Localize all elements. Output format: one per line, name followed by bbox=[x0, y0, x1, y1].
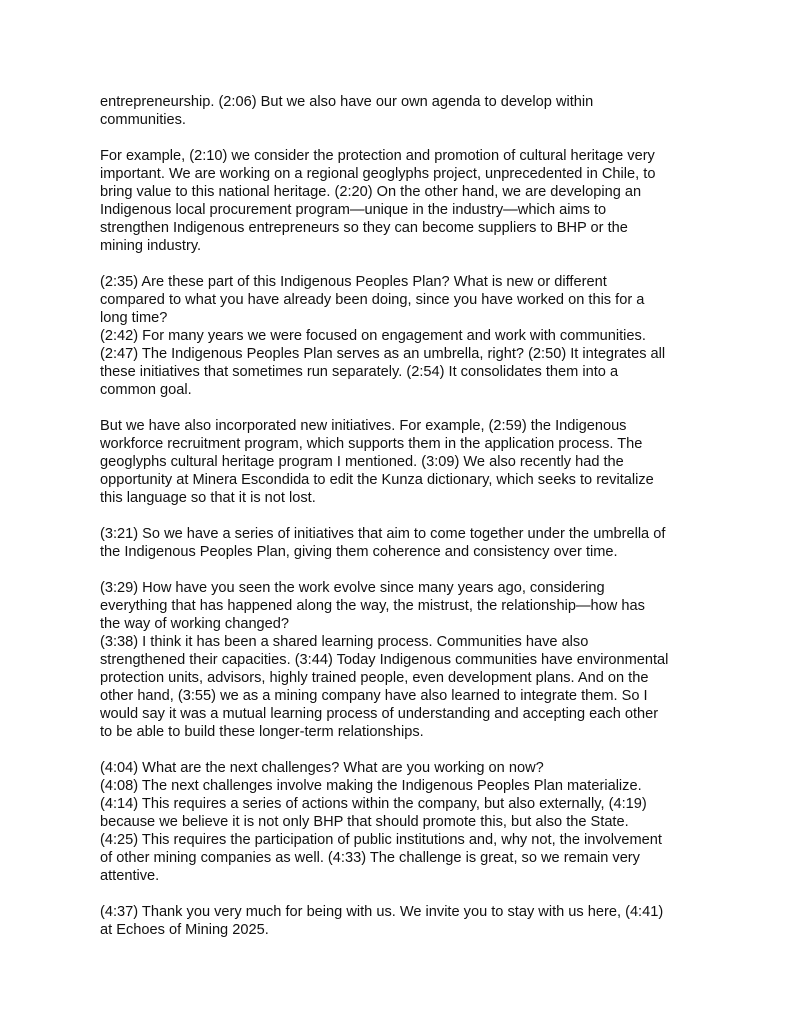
text-line: these initiatives that sometimes run separately. (2:54) It consolidates them into a bbox=[100, 364, 619, 380]
text-line: attentive. bbox=[100, 868, 160, 884]
text-line: protection units, advisors, highly trained people, even development plans. And on the bbox=[100, 670, 649, 686]
text-line: bring value to this national heritage. (2:20) On the other hand, we are developing an bbox=[100, 184, 642, 200]
text-line: the way of working changed? bbox=[100, 616, 290, 632]
paragraph-umbrella bbox=[100, 525, 710, 561]
paragraph-next-challenges bbox=[100, 759, 710, 885]
text-line: (3:29) How have you seen the work evolve since many years ago, considering bbox=[100, 580, 605, 596]
text-line: because we believe it is not only BHP that should promote this, but also the State. bbox=[100, 814, 629, 830]
text-line: communities. bbox=[100, 112, 186, 128]
text-line: entrepreneurship. (2:06) But we also have our own agenda to develop within bbox=[100, 94, 594, 110]
text-line: For example, (2:10) we consider the protection and promotion of cultural heritage very bbox=[100, 148, 655, 164]
text-line: (3:21) So we have a series of initiatives that aim to come together under the umbrella of bbox=[100, 526, 666, 542]
text-line: everything that has happened along the way, the mistrust, the relationship—how has bbox=[100, 598, 645, 614]
text-line: (4:04) What are the next challenges? What are you working on now? bbox=[100, 760, 544, 776]
text-line: Indigenous local procurement program—unique in the industry—which aims to bbox=[100, 202, 607, 218]
text-line: this language so that it is not lost. bbox=[100, 490, 316, 506]
text-line: (4:08) The next challenges involve making the Indigenous Peoples Plan materialize. bbox=[100, 778, 642, 794]
text-line: (4:25) This requires the participation of public institutions and, why not, the involvement bbox=[100, 832, 662, 848]
paragraph-new-initiatives bbox=[100, 417, 710, 507]
text-line: mining industry. bbox=[100, 238, 202, 254]
text-line: (2:35) Are these part of this Indigenous Peoples Plan? What is new or different bbox=[100, 274, 607, 290]
text-line: of other mining companies as well. (4:33) The challenge is great, so we remain very bbox=[100, 850, 640, 866]
text-line: workforce recruitment program, which supports them in the application process. The bbox=[100, 436, 643, 452]
paragraph-work-evolution bbox=[100, 579, 710, 741]
paragraph-closing bbox=[100, 903, 710, 939]
text-line: (2:47) The Indigenous Peoples Plan serves as an umbrella, right? (2:50) It integrates all bbox=[100, 346, 666, 362]
text-line: geoglyphs cultural heritage program I mentioned. (3:09) We also recently had the bbox=[100, 454, 624, 470]
text-line: would say it was a mutual learning process of understanding and accepting each other bbox=[100, 706, 659, 722]
text-line: at Echoes of Mining 2025. bbox=[100, 922, 269, 938]
text-line: the Indigenous Peoples Plan, giving them coherence and consistency over time. bbox=[100, 544, 618, 560]
document-page bbox=[100, 93, 710, 957]
text-line: (3:38) I think it has been a shared learning process. Communities have also bbox=[100, 634, 589, 650]
text-line: (4:14) This requires a series of actions within the company, but also externally, (4:19) bbox=[100, 796, 647, 812]
text-line: strengthen Indigenous entrepreneurs so they can become suppliers to BHP or the bbox=[100, 220, 628, 236]
text-line: important. We are working on a regional geoglyphs project, unprecedented in Chile, to bbox=[100, 166, 656, 182]
text-line: compared to what you have already been doing, since you have worked on this for a bbox=[100, 292, 645, 308]
paragraph-indigenous-peoples-plan bbox=[100, 273, 710, 399]
text-line: But we have also incorporated new initiatives. For example, (2:59) the Indigenous bbox=[100, 418, 627, 434]
text-line: long time? bbox=[100, 310, 168, 326]
text-line: strengthened their capacities. (3:44) Today Indigenous communities have environmental bbox=[100, 652, 669, 668]
text-line: to be able to build these longer-term relationships. bbox=[100, 724, 424, 740]
text-line: (2:42) For many years we were focused on engagement and work with communities. bbox=[100, 328, 646, 344]
text-line: (4:37) Thank you very much for being with us. We invite you to stay with us here, (4:41) bbox=[100, 904, 664, 920]
text-line: common goal. bbox=[100, 382, 192, 398]
paragraph-entrepreneurship bbox=[100, 93, 710, 129]
text-line: other hand, (3:55) we as a mining company have also learned to integrate them. So I bbox=[100, 688, 648, 704]
paragraph-cultural-heritage bbox=[100, 147, 710, 255]
text-line: opportunity at Minera Escondida to edit the Kunza dictionary, which seeks to revitalize bbox=[100, 472, 654, 488]
